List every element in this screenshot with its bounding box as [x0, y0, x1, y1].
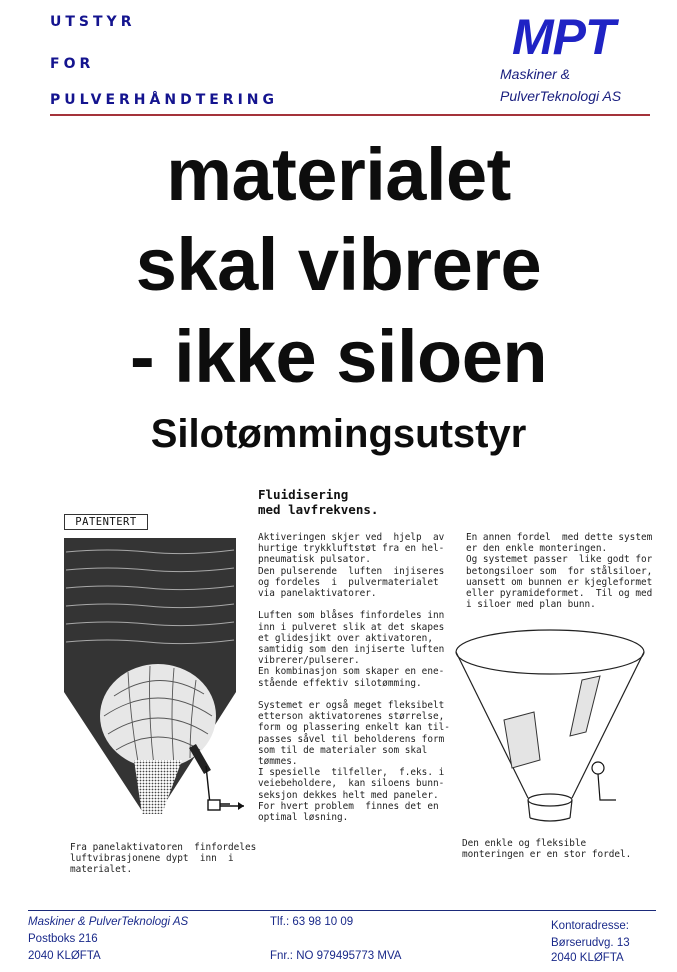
footer-city-left: 2040 KLØFTA [28, 950, 101, 962]
headline-line-2: skal vibrere [135, 223, 542, 306]
footer-phone: Tlf.: 63 98 10 09 [270, 916, 354, 928]
right-column-text: En annen fordel med dette system er den enkle monteringen. Og systemet passer like godt for betongsiloer som for stålsiloer, uansett om bunnen er kjegleformet eller pyramideformet. Til og med i siloer med plan bunn. [466, 532, 653, 611]
footer-orgnr: Fnr.: NO 979495773 MVA [270, 950, 402, 962]
silo-mounting-illustration [450, 622, 650, 832]
header-pulverhandtering: PULVERHÅNDTERING [50, 92, 279, 108]
footer-city-right: 2040 KLØFTA [551, 952, 624, 964]
silo-cross-section-illustration [58, 530, 244, 830]
article-title-line-1: Fluidisering [258, 487, 349, 502]
header-for: FOR [50, 56, 95, 72]
article-title-line-2: med lavfrekvens. [258, 502, 379, 517]
footer-company: Maskiner & PulverTeknologi AS [28, 916, 189, 928]
headline-line-1: materialet [166, 133, 511, 216]
footer-street: Børserudvg. 13 [551, 937, 630, 949]
mpt-logo: MPT [512, 9, 615, 65]
footer-postbox: Postboks 216 [28, 933, 98, 945]
footer-office-label: Kontoradresse: [551, 920, 629, 932]
footer-divider [28, 910, 656, 911]
headline-subtitle: Silotømmingsutstyr [150, 412, 527, 456]
header-utstyr: UTSTYR [50, 14, 136, 30]
right-illustration-caption: Den enkle og fleksible monteringen er en stor fordel. [462, 838, 632, 861]
left-illustration-caption: Fra panelaktivatoren finfordeles luftvibrasjonene dypt inn i materialet. [70, 842, 257, 876]
middle-column-text: Aktiveringen skjer ved hjelp av hurtige trykkluftstøt fra en hel- pneumatisk pulsator. Den pulserende luften injiseres og fordeles i pulvermaterialet via panelaktivatorer. Luften som blåses finfordeles inn inn i pulveret slik at det skapes et glidesjikt over aktivatoren, samtidig som den injiserte luften vibrerer/pulserer. En kombinasjon som skaper en ene- stående effektiv silotømming. Systemet er også meget fleksibelt etterson aktivatorenes størrelse, form og plassering enkelt kan til- passes såvel til beholderens form som til de materialer som skal tømmes. I spesielle tilfeller, f.eks. i veiebeholdere, kan siloens bunn- seksjon dekkes helt med paneler. For hvert problem finnes det en optimal løsning. [258, 532, 450, 824]
header-divider [50, 114, 650, 116]
logo-name-line1: Maskiner & [500, 66, 571, 82]
logo-name-line2: PulverTeknologi AS [500, 88, 622, 104]
patent-label: PATENTERT [64, 514, 148, 530]
headline-line-3: - ikke siloen [129, 315, 548, 398]
